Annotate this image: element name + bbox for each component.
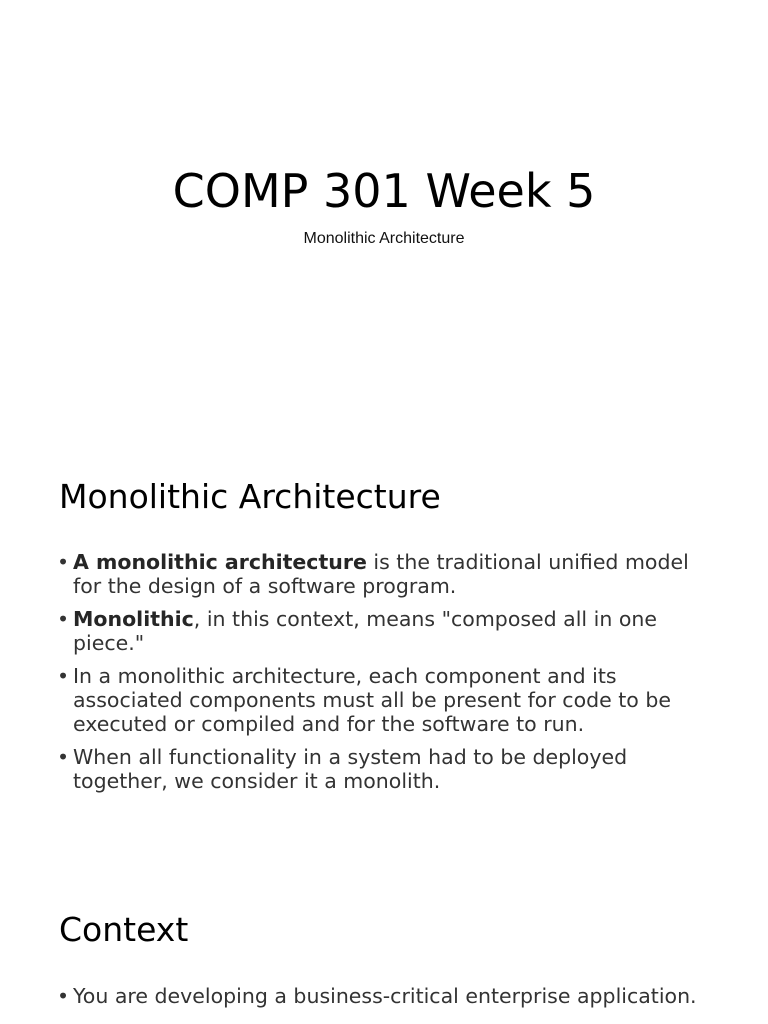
bullet-item	[57, 745, 707, 793]
bullet-dot: •	[57, 984, 70, 1008]
bullet-item	[57, 664, 707, 736]
bullet-list	[57, 550, 707, 802]
bullet-list	[57, 984, 707, 1017]
bullet-text: You are developing a business-critical enterprise application.	[73, 984, 697, 1008]
slide-heading: Context	[59, 910, 189, 949]
bullet-item	[57, 984, 707, 1008]
slide-title: COMP 301 Week 5	[172, 164, 596, 218]
bullet-text: , in this context, means "composed all in one piece."	[73, 607, 657, 655]
title-slide	[0, 0, 768, 440]
bullet-bold-text: A monolithic architecture	[73, 550, 367, 574]
bullet-item	[57, 607, 707, 655]
monolithic-architecture-slide	[0, 440, 768, 880]
bullet-item	[57, 550, 707, 598]
bullet-dot: •	[57, 664, 70, 688]
bullet-text: In a monolithic architecture, each component and its associated components must all be present for code to be executed or compiled and for the software to run.	[73, 664, 671, 736]
slide-subtitle: Monolithic Architecture	[303, 230, 465, 247]
bullet-dot: •	[57, 745, 70, 769]
context-slide	[0, 880, 768, 1024]
bullet-dot: •	[57, 607, 70, 631]
bullet-text: is the traditional unified model for the design of a software program.	[73, 550, 689, 598]
bullet-dot: •	[57, 550, 70, 574]
slide-heading: Monolithic Architecture	[59, 477, 441, 516]
bullet-text: When all functionality in a system had to be deployed together, we consider it a monolith.	[73, 745, 628, 793]
bullet-bold-text: Monolithic	[73, 607, 194, 631]
